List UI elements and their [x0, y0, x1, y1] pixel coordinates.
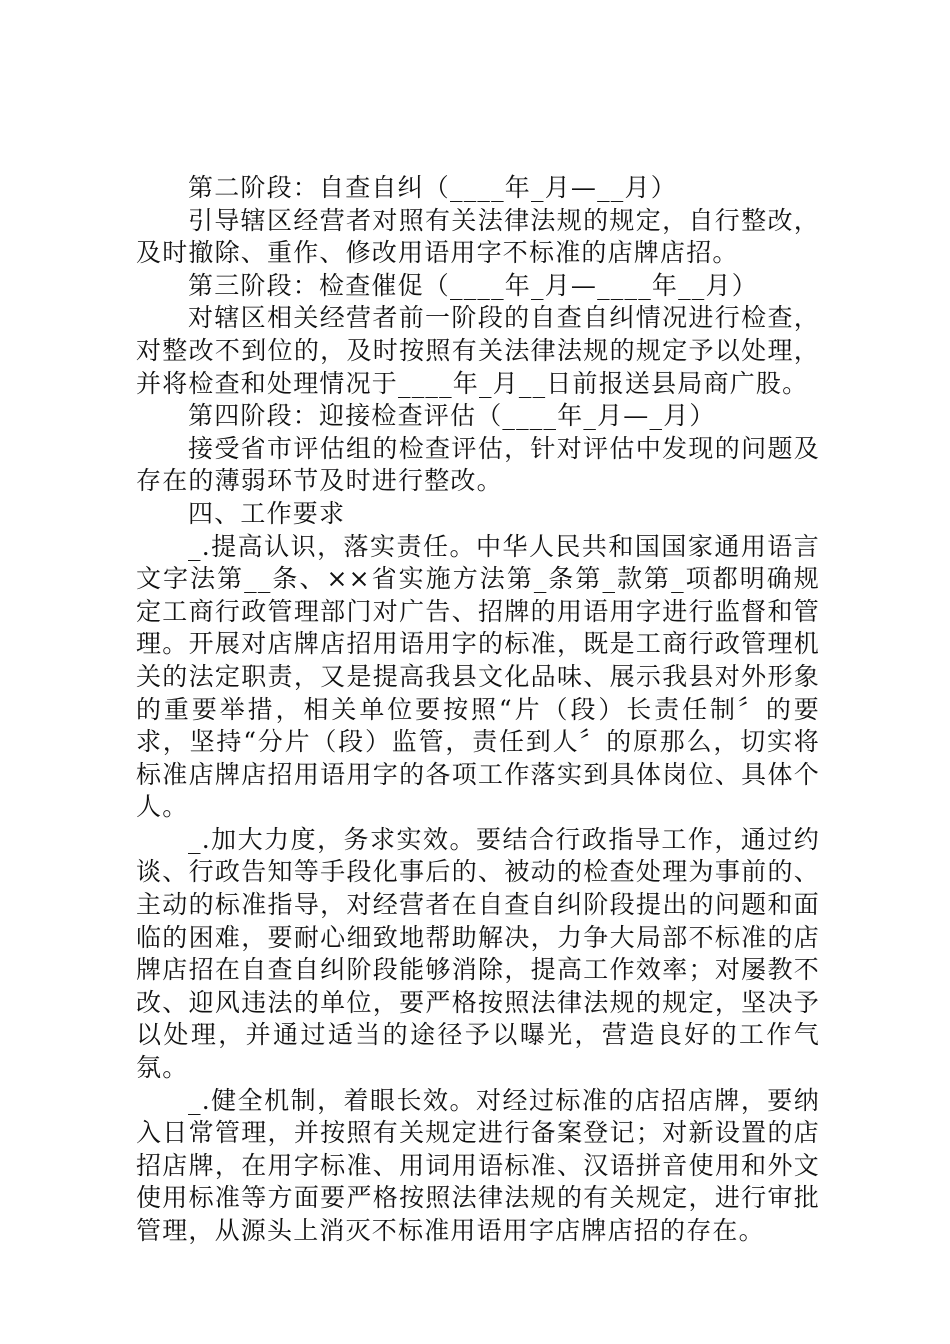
stage-three-heading: 第三阶段：检查催促（____年_月—____年__月）: [188, 270, 758, 300]
document-body: [136, 172, 820, 1248]
requirement-three-paragraph: _.健全机制，着眼长效。对经过标准的店招店牌，要纳入日常管理，并按照有关规定进行备案登记；对新设置的店招店牌，在用字标准、用词用语标准、汉语拼音使用和外文使用标准等方面要严格按照法律法规的有关规定，进行审批管理，从源头上消灭不标准用语用字店牌店招的存在。: [136, 1085, 820, 1245]
stage-three-text: 对辖区相关经营者前一阶段的自查自纠情况进行检查，对整改不到位的，及时按照有关法律法规的规定予以处理，并将检查和处理情况于____年_月__日前报送县局商广股。: [136, 303, 820, 398]
stage-two-heading: 第二阶段：自查自纠（____年_月—__月）: [188, 173, 677, 202]
requirement-one-paragraph: _.提高认识，落实责任。中华人民共和国国家通用语言文字法第__条、××省实施方法第_条第_款第_项都明确规定工商行政管理部门对广告、招牌的用语用字进行监督和管理。开展对店牌店招用语用字的标准，既是工商行政管理机关的法定职责，又是提高我县文化品味、展示我县对外形象的重要举措，相关单位要按照“片（段）长责任制〞的要求，坚持“分片（段）监管，责任到人〞的原那么，切实将标准店牌店招用语用字的各项工作落实到具体岗位、具体个人。: [136, 531, 820, 822]
section-four-heading: 四、工作要求: [188, 498, 346, 528]
stage-two-text: 引导辖区经营者对照有关法律法规的规定，自行整改，及时撤除、重作、修改用语用字不标准的店牌店招。: [136, 205, 820, 268]
stage-four-heading: 第四阶段：迎接检查评估（____年_月—_月）: [188, 401, 716, 431]
stage-four-text: 接受省市评估组的检查评估，针对评估中发现的问题及存在的薄弱环节及时进行整改。: [136, 433, 820, 496]
requirement-two-paragraph: _.加大力度，务求实效。要结合行政指导工作，通过约谈、行政告知等手段化事后的、被动的检查处理为事前的、主动的标准指导，对经营者在自查自纠阶段提出的问题和面临的困难，要耐心细致地帮助解决，力争大局部不标准的店牌店招在自查自纠阶段能够消除，提高工作效率；对屡教不改、迎风违法的单位，要严格按照法律法规的规定，坚决予以处理，并通过适当的途径予以曝光，营造良好的工作气氛。: [136, 824, 820, 1083]
